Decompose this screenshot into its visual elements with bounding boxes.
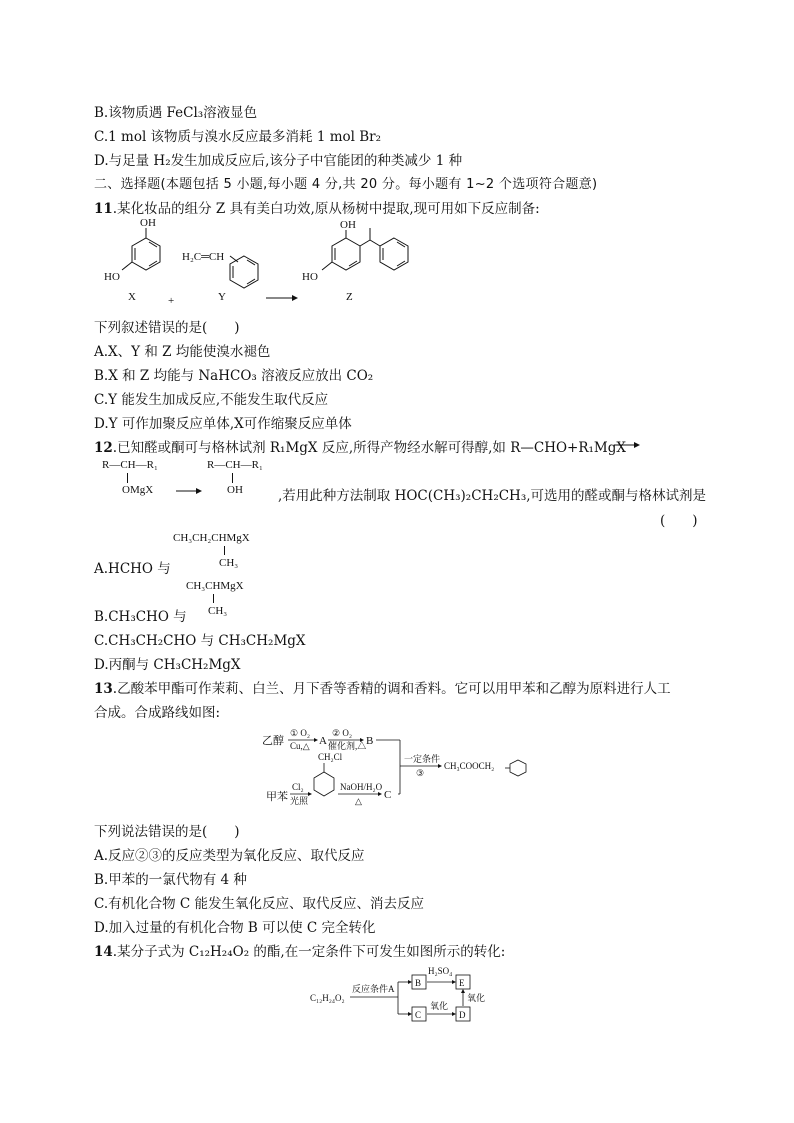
q14-stem-text: .某分子式为 C₁₂H₂₄O₂ 的酯,在一定条件下可发生如图所示的转化:	[112, 944, 506, 960]
q12-stem-arrow	[614, 440, 640, 450]
q11-question: 下列叙述错误的是( )	[94, 320, 240, 336]
route-condition-bottom: ③	[416, 768, 425, 778]
product-benzene-ring	[510, 760, 526, 776]
q14-h2so4: H₂SO₄	[428, 966, 453, 976]
q11-option-b: B.X 和 Z 均能与 NaHCO₃ 溶液反应放出 CO₂	[94, 368, 374, 384]
q12-optA-reagent-top: CH₃CH₂CHMgX	[173, 532, 250, 544]
route-ch2cl: CH₂Cl	[318, 752, 343, 762]
q11-stem-text: .某化妆品的组分 Z 具有美白功效,原从杨树中提取,现可用如下反应制备:	[112, 201, 540, 217]
y-formula: H₂C═CH	[182, 251, 225, 263]
q14-box-e: E	[459, 978, 465, 988]
route-condition-top: 一定条件	[404, 754, 441, 764]
q13-option-a: A.反应②③的反应类型为氧化反应、取代反应	[94, 848, 365, 864]
x-ho-label: HO	[104, 271, 120, 283]
q10-option-c: C.1 mol 该物质与溴水反应最多消耗 1 mol Br₂	[94, 129, 382, 145]
q12-reaction-arrow	[176, 486, 202, 496]
z-benzene-ring-2	[380, 238, 408, 270]
section-heading: 二、选择题(本题包括 5 小题,每小题 4 分,共 20 分。每小题有 1~2 个选项符合题意)	[94, 177, 598, 192]
q11-number: 11	[94, 201, 113, 217]
q13-stem-line2: 合成。合成路线如图:	[94, 705, 221, 721]
q12-optB-reagent-bottom: CH₃	[208, 605, 228, 617]
q12-struct1-top: R—CH—R₁	[102, 459, 158, 471]
route-naoh: NaOH/H₂O	[340, 782, 383, 792]
q14-box-b: B	[415, 978, 422, 988]
q12-struct1-bottom: OMgX	[122, 484, 154, 496]
q12-option-a: A.HCHO 与	[94, 561, 171, 577]
q10-option-d: D.与足量 H₂发生加成反应后,该分子中官能团的种类减少 1 种	[94, 153, 463, 169]
label-y: Y	[218, 291, 226, 303]
q12-stem-text: .已知醛或酮可与格林试剂 R₁MgX 反应,所得产物经水解可得醇,如 R—CHO+R₁MgX	[112, 440, 626, 456]
q12-optA-reagent-bottom: CH₃	[219, 557, 239, 569]
route-b: B	[366, 735, 374, 747]
z-benzene-ring-1	[332, 238, 360, 270]
q11-stem	[94, 197, 540, 217]
route-toluene: 甲苯	[266, 791, 288, 803]
route-product: CH₃COOCH₂	[444, 761, 495, 771]
route-light: 光照	[290, 796, 309, 806]
q14-box-d: D	[459, 1010, 466, 1020]
benzyl-chloride-ring	[314, 772, 334, 796]
z-oh-label: OH	[340, 219, 356, 231]
q13-stem-text: .乙酸苯甲酯可作茉莉、白兰、月下香等香精的调和香料。它可以用甲苯和乙醇为原料进行人工	[112, 681, 671, 697]
q13-synthesis-route	[262, 728, 542, 808]
label-z: Z	[346, 291, 353, 303]
q10-option-b: B.该物质遇 FeCl₃溶液显色	[94, 105, 258, 121]
q13-option-b: B.甲苯的一氯代物有 4 种	[94, 872, 247, 888]
q13-question: 下列说法错误的是( )	[94, 824, 240, 840]
q14-number: 14	[94, 944, 113, 960]
q14-conversion-diagram	[310, 968, 490, 1028]
q12-answer-paren: ( )	[660, 513, 698, 529]
q12-option-b: B.CH₃CHO 与	[94, 609, 187, 625]
q12-option-c: C.CH₃CH₂CHO 与 CH₃CH₂MgX	[94, 633, 306, 649]
plus-sign: +	[168, 295, 175, 307]
q13-option-c: C.有机化合物 C 能发生氧化反应、取代反应、消去反应	[94, 896, 425, 912]
x-benzene-ring	[132, 238, 160, 270]
q12-struct2-bottom: OH	[227, 484, 243, 496]
q13-option-d: D.加入过量的有机化合物 B 可以使 C 完全转化	[94, 920, 376, 936]
y-benzene-ring	[230, 256, 258, 288]
route-step2-bottom: 催化剂,△	[328, 741, 367, 751]
q12-number: 12	[94, 440, 113, 456]
x-oh-label: OH	[140, 217, 156, 229]
route-step1-top: ① O₂	[290, 728, 310, 738]
q11-reaction-diagram	[94, 218, 424, 310]
q14-oxidation-1: 氧化	[430, 1001, 449, 1011]
q14-stem	[94, 940, 505, 960]
q14-condition: 反应条件A	[352, 984, 395, 994]
q11-option-c: C.Y 能发生加成反应,不能发生取代反应	[94, 392, 329, 408]
q12-optB-reagent-top: CH₃CHMgX	[186, 580, 244, 592]
q11-option-a: A.X、Y 和 Z 均能使溴水褪色	[94, 344, 271, 360]
q13-number: 13	[94, 681, 113, 697]
route-c: C	[384, 789, 392, 801]
route-heat: △	[355, 796, 362, 806]
z-ho-label: HO	[302, 271, 318, 283]
route-step1-bottom: Cu,△	[290, 741, 310, 751]
q13-stem-line1	[94, 677, 671, 697]
q12-stem2: ,若用此种方法制取 HOC(CH₃)₂CH₂CH₃,可选用的醛或酮与格林试剂是	[278, 488, 707, 504]
route-cl2: Cl₂	[292, 782, 304, 792]
q11-option-d: D.Y 可作加聚反应单体,X可作缩聚反应单体	[94, 416, 352, 432]
route-a: A	[319, 735, 327, 747]
route-step2-top: ② O₂	[332, 728, 352, 738]
q12-option-d: D.丙酮与 CH₃CH₂MgX	[94, 657, 241, 673]
q14-start-formula: C₁₂H₂₄O₂	[310, 993, 345, 1003]
q12-struct2-top: R—CH—R₁	[207, 459, 263, 471]
q14-box-c: C	[415, 1010, 422, 1020]
label-x: X	[128, 291, 136, 303]
route-ethanol: 乙醇	[262, 735, 284, 747]
q14-oxidation-2: 氧化	[467, 993, 486, 1003]
q12-stem	[94, 436, 626, 456]
